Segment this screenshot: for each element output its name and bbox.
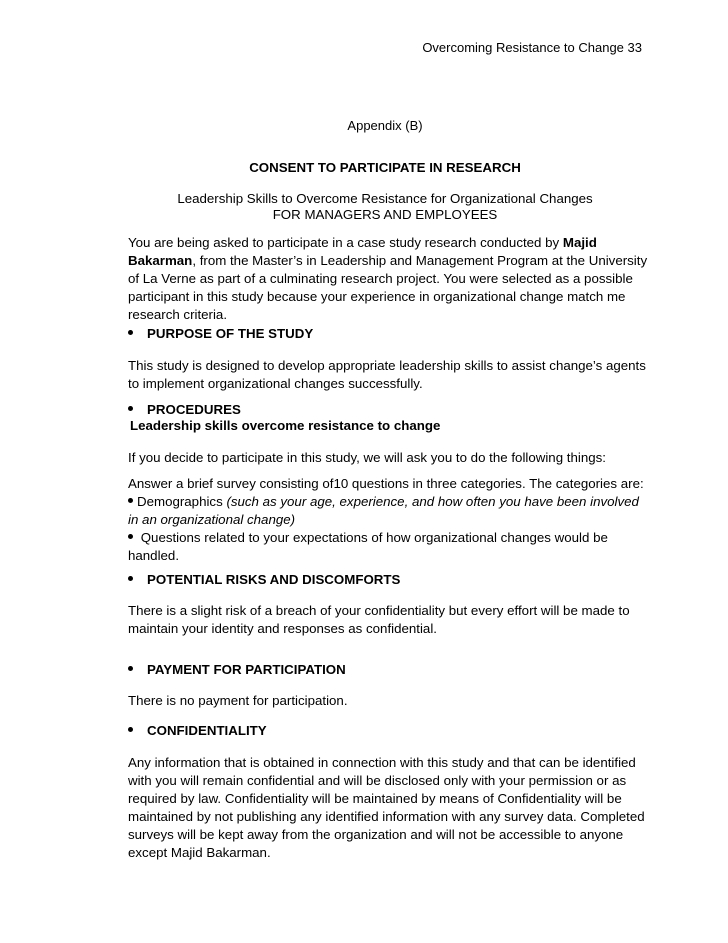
study-title [0, 191, 728, 223]
risks-heading-text: POTENTIAL RISKS AND DISCOMFORTS [147, 572, 401, 587]
procedures-item-2 [128, 529, 648, 565]
bullet-icon [128, 534, 133, 539]
bullet-icon [128, 666, 133, 671]
intro-part1: You are being asked to participate in a case study research conducted by [128, 235, 563, 250]
procedures-item-1-label: Demographics [137, 494, 223, 509]
payment-heading [128, 661, 346, 679]
procedures-item-2-text: Questions related to your expectations of how organizational changes would be handled. [128, 530, 608, 563]
purpose-heading [128, 325, 313, 343]
bullet-icon [128, 727, 133, 732]
researcher-first-name: Majid [562, 235, 597, 250]
consent-title: CONSENT TO PARTICIPATE IN RESEARCH [249, 160, 521, 175]
confidentiality-body-text: Any information that is obtained in connection with this study and that can be identified with you will remain confidential and will be disclosed only with your permission or as required by law. Confidentiality will be maintained by means of Confidentiality will be maintained by not publishing any identified information with any survey data. Completed surveys will be kept away from the organization and will not be accessible to anyone except Majid Bakarman. [128, 755, 645, 860]
risks-body [128, 602, 648, 638]
bullet-icon [128, 498, 133, 503]
procedures-body-2 [128, 475, 648, 565]
procedures-item-1 [128, 493, 648, 529]
payment-heading-text: PAYMENT FOR PARTICIPATION [147, 662, 346, 677]
purpose-body [128, 357, 648, 393]
intro-part2: , from the Master’s in Leadership and Management Program at the University of La Verne as part of a culminating research project. You were selected as a possible participant in this study because your experience in organizational change match me research criteria. [128, 253, 648, 322]
purpose-heading-text: PURPOSE OF THE STUDY [147, 326, 314, 341]
running-header: Overcoming Resistance to Change 33 [422, 40, 642, 55]
risks-heading [128, 571, 400, 589]
procedures-subheading: Leadership skills overcome resistance to change [130, 418, 441, 433]
confidentiality-heading [128, 722, 267, 740]
study-title-line1: Leadership Skills to Overcome Resistance for Organizational Changes [177, 191, 593, 206]
procedures-body-1 [128, 449, 648, 467]
researcher-last-name: Bakarman [128, 253, 193, 268]
payment-body-text: There is no payment for participation. [128, 693, 348, 708]
risks-body-text: There is a slight risk of a breach of your confidentiality but every effort will be made to maintain your identity and responses as confidential. [128, 603, 630, 636]
confidentiality-heading-text: CONFIDENTIALITY [147, 723, 267, 738]
purpose-body-text: This study is designed to develop appropriate leadership skills to assist change’s agents to implement organizational changes successfully. [128, 358, 646, 391]
confidentiality-body [128, 754, 648, 862]
payment-body [128, 692, 648, 710]
procedures-body-2-text: Answer a brief survey consisting of10 questions in three categories. The categories are: [128, 476, 644, 491]
procedures-body-1-text: If you decide to participate in this study, we will ask you to do the following things: [128, 450, 606, 465]
bullet-icon [128, 330, 133, 335]
bullet-icon [128, 406, 133, 411]
intro-paragraph [128, 234, 648, 324]
bullet-icon [128, 576, 133, 581]
procedures-item-1-detail: (such as your age, experience, and how often you have been involved in an organizational change) [128, 494, 639, 527]
appendix-label: Appendix (B) [347, 118, 423, 133]
study-title-line2: FOR MANAGERS AND EMPLOYEES [272, 207, 498, 222]
procedures-heading-text: PROCEDURES [147, 402, 241, 417]
